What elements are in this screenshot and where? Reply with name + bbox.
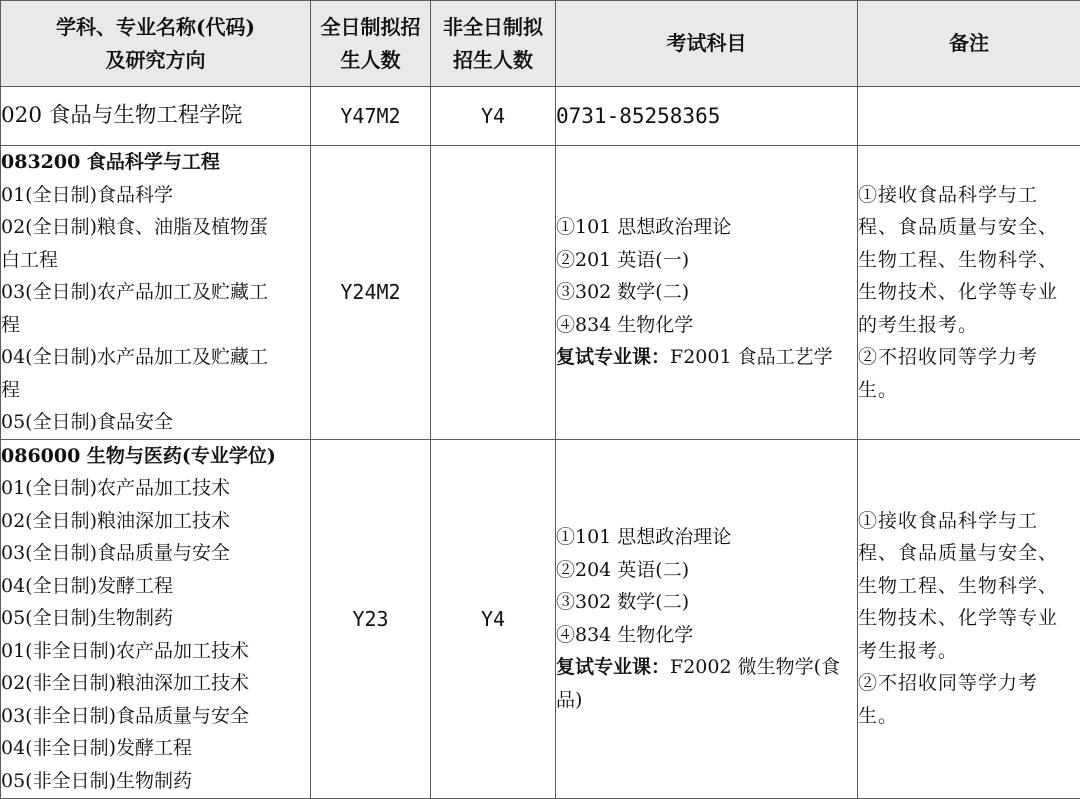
- note-line: 生。: [858, 374, 1080, 407]
- header-row: [1, 1, 1080, 87]
- section-title: 083200 食品科学与工程: [1, 146, 310, 179]
- exam-item: ①101 思想政治理论: [556, 211, 857, 244]
- note-line: ②不招收同等学力考: [858, 341, 1080, 374]
- section-note-cell: [858, 439, 1080, 798]
- direction-item: 02(非全日制)粮油深加工技术: [1, 667, 310, 700]
- direction-item: 01(全日制)农产品加工技术: [1, 472, 310, 505]
- exam-item: ③302 数学(二): [556, 276, 857, 309]
- header-parttime-line1: 非全日制拟: [431, 11, 555, 44]
- exam-item: ②204 英语(二): [556, 554, 857, 587]
- header-major-line1: 学科、专业名称(代码): [1, 11, 310, 44]
- exam-item: ③302 数学(二): [556, 586, 857, 619]
- header-parttime: [431, 1, 556, 87]
- direction-item: 白工程: [1, 244, 310, 277]
- header-major: [1, 1, 311, 87]
- direction-item: 02(全日制)粮油深加工技术: [1, 505, 310, 538]
- section-parttime: [431, 146, 556, 440]
- college-fulltime: Y47M2: [311, 87, 431, 146]
- direction-item: 程: [1, 309, 310, 342]
- section-title: 086000 生物与医药(专业学位): [1, 440, 310, 473]
- direction-item: 04(非全日制)发酵工程: [1, 732, 310, 765]
- exam-item: ①101 思想政治理论: [556, 521, 857, 554]
- exam-item: ②201 英语(一): [556, 244, 857, 277]
- header-fulltime-line1: 全日制拟招: [311, 11, 430, 44]
- exam-item: ④834 生物化学: [556, 309, 857, 342]
- college-row: [1, 87, 1080, 146]
- header-fulltime: [311, 1, 431, 87]
- note-line: 生物技术、化学等专业: [858, 602, 1080, 635]
- college-phone: 0731-85258365: [556, 87, 858, 146]
- direction-item: 01(非全日制)农产品加工技术: [1, 635, 310, 668]
- section-fulltime: Y24M2: [311, 146, 431, 440]
- section-row: [1, 439, 1080, 798]
- header-major-line2: 及研究方向: [1, 44, 310, 77]
- retest-course: F2002 微生物学(食: [670, 656, 840, 678]
- section-note-cell: [858, 146, 1080, 440]
- direction-item: 程: [1, 374, 310, 407]
- note-line: 程、食品质量与安全、: [858, 537, 1080, 570]
- section-parttime: Y4: [431, 439, 556, 798]
- direction-item: 03(非全日制)食品质量与安全: [1, 700, 310, 733]
- section-major-cell: [1, 146, 311, 440]
- header-exam: 考试科目: [556, 1, 858, 87]
- note-line: ②不招收同等学力考: [858, 667, 1080, 700]
- header-fulltime-line2: 生人数: [311, 44, 430, 77]
- retest-course-cont: 品): [556, 684, 857, 717]
- direction-item: 02(全日制)粮食、油脂及植物蛋: [1, 211, 310, 244]
- section-exam-cell: [556, 146, 858, 440]
- retest-label: 复试专业课：: [556, 346, 670, 368]
- retest-label: 复试专业课：: [556, 656, 670, 678]
- college-note: [858, 87, 1080, 146]
- section-fulltime: Y23: [311, 439, 431, 798]
- section-exam-cell: [556, 439, 858, 798]
- direction-item: 05(全日制)生物制药: [1, 602, 310, 635]
- note-line: ①接收食品科学与工: [858, 179, 1080, 212]
- note-line: 生。: [858, 700, 1080, 733]
- note-line: 程、食品质量与安全、: [858, 211, 1080, 244]
- exam-item: ④834 生物化学: [556, 619, 857, 652]
- note-line: 考生报考。: [858, 635, 1080, 668]
- note-line: ①接收食品科学与工: [858, 505, 1080, 538]
- note-line: 生物技术、化学等专业: [858, 276, 1080, 309]
- college-name: 020 食品与生物工程学院: [1, 87, 311, 146]
- header-parttime-line2: 招生人数: [431, 44, 555, 77]
- note-line: 生物工程、生物科学、: [858, 570, 1080, 603]
- direction-item: 05(非全日制)生物制药: [1, 765, 310, 798]
- direction-item: 04(全日制)水产品加工及贮藏工: [1, 341, 310, 374]
- direction-item: 01(全日制)食品科学: [1, 179, 310, 212]
- retest-course: F2001 食品工艺学: [670, 346, 833, 368]
- note-line: 的考生报考。: [858, 309, 1080, 342]
- direction-item: 03(全日制)食品质量与安全: [1, 537, 310, 570]
- direction-item: 03(全日制)农产品加工及贮藏工: [1, 276, 310, 309]
- direction-item: 04(全日制)发酵工程: [1, 570, 310, 603]
- direction-item: 05(全日制)食品安全: [1, 406, 310, 439]
- header-note: 备注: [858, 1, 1080, 87]
- section-major-cell: [1, 439, 311, 798]
- college-parttime: Y4: [431, 87, 556, 146]
- note-line: 生物工程、生物科学、: [858, 244, 1080, 277]
- section-row: [1, 146, 1080, 440]
